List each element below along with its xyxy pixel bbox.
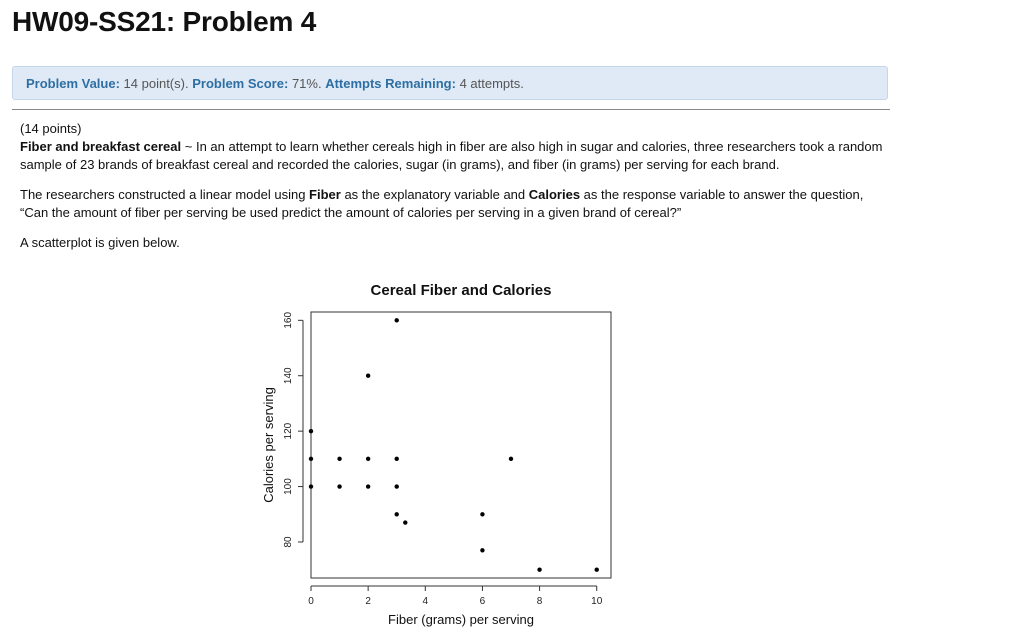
data-point: [366, 374, 370, 378]
x-tick-label: 6: [479, 596, 486, 607]
scatterplot-intro: A scatterplot is given below.: [20, 235, 180, 250]
problem-points: (14 points): [20, 121, 82, 136]
data-point: [366, 484, 370, 488]
scatterplot-container: [255, 275, 635, 635]
problem-intro: [20, 138, 895, 174]
p2-fiber: Fiber: [309, 187, 341, 202]
problem-value-label: Problem Value:: [26, 76, 120, 91]
x-tick-label: 8: [536, 596, 543, 607]
data-point: [337, 484, 341, 488]
model-paragraph: [20, 186, 895, 222]
y-tick-label: 120: [283, 422, 294, 440]
data-point: [309, 457, 313, 461]
y-tick-label: 100: [283, 478, 294, 495]
problem-score: 71%.: [291, 76, 322, 91]
p2-a: The researchers constructed a linear model using: [20, 187, 310, 202]
problem-value: 14 point(s).: [123, 76, 189, 91]
attempts-remaining-label: Attempts Remaining:: [325, 76, 456, 91]
data-point: [309, 484, 313, 488]
y-tick-label: 160: [283, 311, 294, 329]
p2-b: as the explanatory variable and: [340, 187, 529, 202]
data-point: [480, 548, 484, 552]
data-point: [366, 457, 370, 461]
problem-body: [20, 120, 895, 252]
plot-frame: [311, 312, 611, 578]
x-axis-label: Fiber (grams) per serving: [388, 612, 534, 627]
data-point: [595, 567, 599, 571]
data-point: [480, 512, 484, 516]
problem-heading: Fiber and breakfast cereal: [20, 139, 182, 154]
data-point: [309, 429, 313, 433]
x-tick-label: 0: [308, 596, 314, 607]
y-tick-label: 140: [283, 367, 294, 385]
data-point: [537, 567, 541, 571]
intro-text: In an attempt to learn whether cereals high in fiber are also high in sugar and calories, three researchers took a random sample of 23 brands of breakfast cereal and recorded the calories, sugar (in grams), and fiber (in grams) per serving for each brand.: [20, 139, 883, 172]
data-point: [403, 520, 407, 524]
x-tick-label: 2: [365, 596, 371, 607]
y-axis-label: Calories per serving: [261, 387, 276, 503]
attempts-remaining: 4 attempts.: [459, 76, 524, 91]
chart-title: Cereal Fiber and Calories: [370, 282, 552, 299]
divider: [12, 109, 890, 110]
problem-status-box: [12, 66, 888, 100]
x-tick-label: 10: [591, 596, 603, 607]
data-point: [337, 457, 341, 461]
y-tick-label: 80: [283, 536, 294, 548]
data-point: [395, 318, 399, 322]
data-point: [395, 457, 399, 461]
x-tick-label: 4: [422, 596, 429, 607]
page-title: HW09-SS21: Problem 4: [12, 6, 317, 37]
p2-calories: Calories: [528, 187, 581, 202]
problem-score-label: Problem Score:: [192, 76, 289, 91]
data-point: [395, 484, 399, 488]
p2-c: as the response variable to answer the question, “Can the amount of fiber per serving be used predict the amount of calories per serving in a given brand of cereal?”: [20, 187, 864, 220]
heading-tilde: ~: [181, 139, 196, 154]
data-point: [509, 457, 513, 461]
scatterplot: [255, 275, 635, 635]
data-point: [395, 512, 399, 516]
